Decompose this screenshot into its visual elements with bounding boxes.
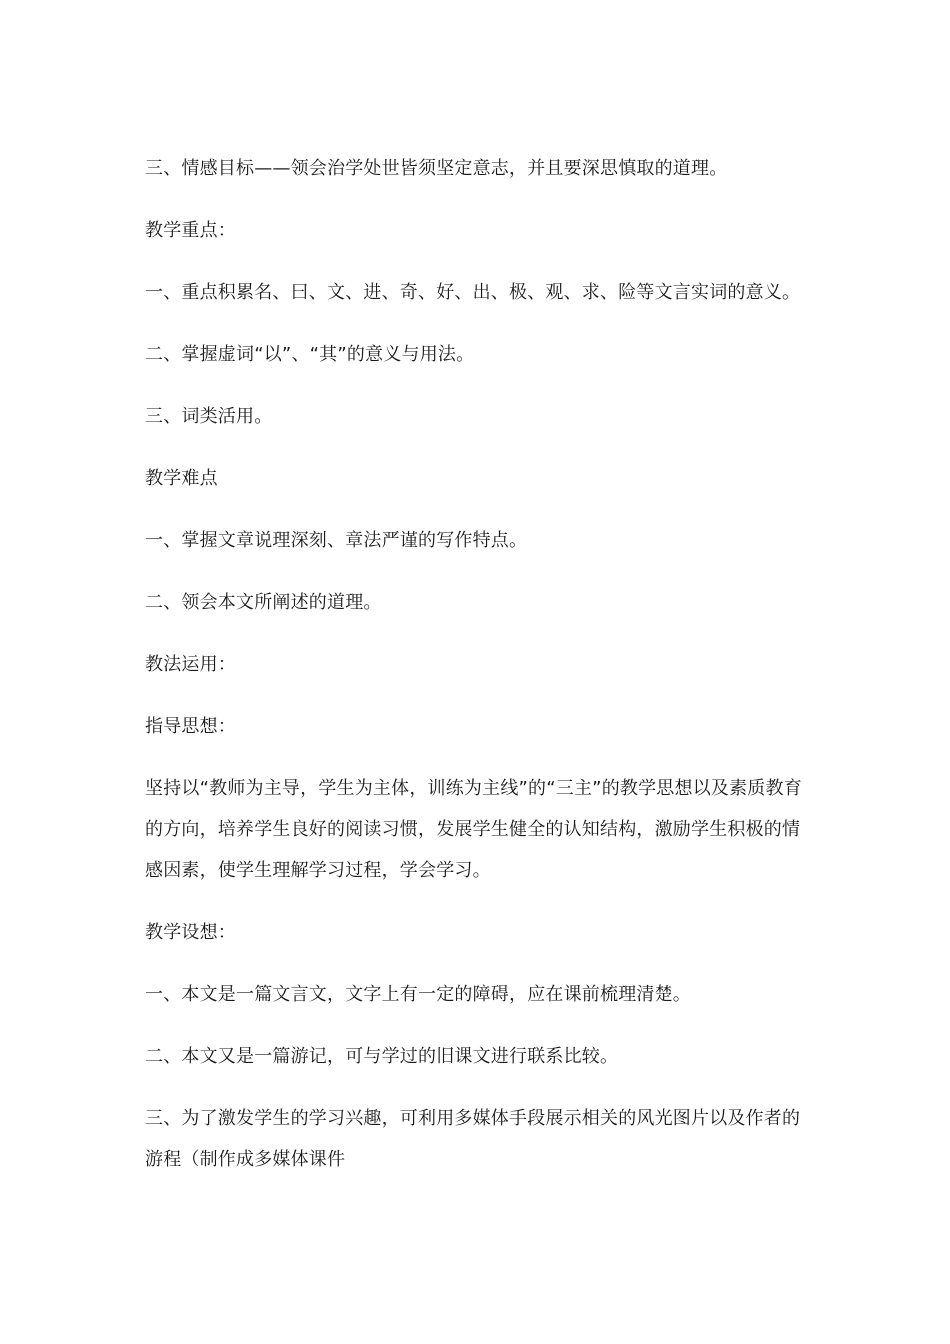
heading-teaching-plan: 教学设想：: [145, 922, 236, 943]
paragraph-difficulty-1: 一、掌握文章说理深刻、章法严谨的写作特点。: [145, 530, 528, 551]
paragraph-emotional-goal: 三、情感目标——领会治学处世皆须坚定意志，并且要深思慎取的道理。: [145, 158, 728, 179]
paragraph-plan-2: 二、本文又是一篇游记，可与学过的旧课文进行联系比较。: [145, 1046, 619, 1067]
document-body: [145, 148, 810, 1180]
heading-guiding-thought: 指导思想：: [145, 716, 236, 737]
heading-teaching-focus: 教学重点：: [145, 220, 236, 241]
paragraph-focus-2: 二、掌握虚词“以”、“其”的意义与用法。: [145, 344, 475, 365]
paragraph-difficulty-2: 二、领会本文所阐述的道理。: [145, 592, 382, 613]
heading-teaching-method: 教法运用：: [145, 654, 236, 675]
paragraph-plan-1: 一、本文是一篇文言文，文字上有一定的障碍，应在课前梳理清楚。: [145, 984, 691, 1005]
paragraph-focus-1: 一、重点积累名、曰、文、进、奇、好、出、极、观、求、险等文言实词的意义。: [145, 282, 801, 303]
paragraph-guiding-thought: 坚持以“教师为主导，学生为主体，训练为主线”的“三主”的教学思想以及素质教育的方向，培养学生良好的阅读习惯，发展学生健全的认知结构，激励学生积极的情感因素，使学生理解学习过程，学会学习。: [145, 778, 802, 881]
paragraph-focus-3: 三、词类活用。: [145, 406, 273, 427]
paragraph-plan-3: 三、为了激发学生的学习兴趣，可利用多媒体手段展示相关的风光图片以及作者的游程（制作成多媒体课件: [145, 1108, 801, 1170]
heading-teaching-difficulty: 教学难点: [145, 468, 218, 489]
